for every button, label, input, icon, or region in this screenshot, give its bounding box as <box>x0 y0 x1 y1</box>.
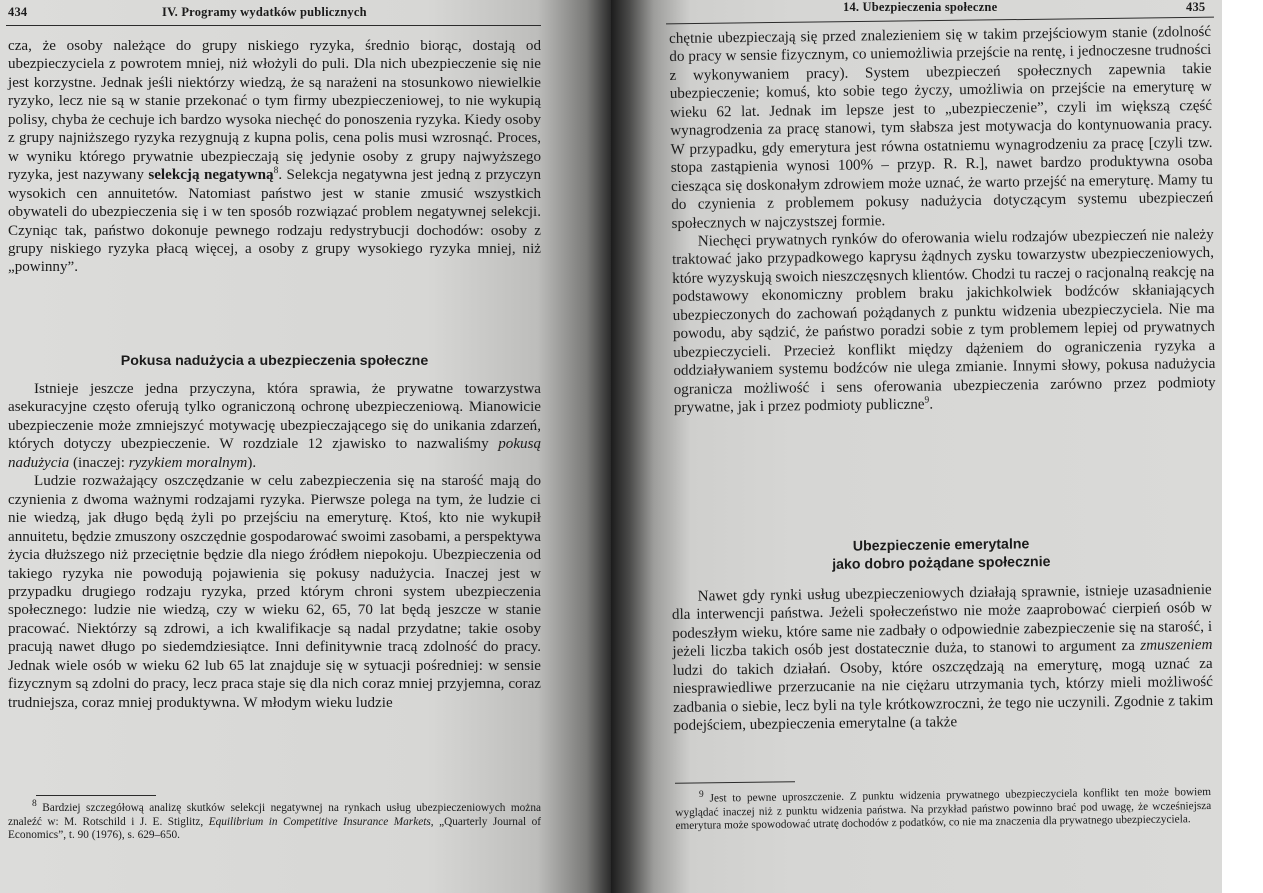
footnote-ref-8: 8 <box>273 166 279 177</box>
left-running-header: IV. Programy wydatków publicznych <box>162 5 367 19</box>
left-page-number: 434 <box>8 5 28 19</box>
left-footnote-rule <box>36 795 156 796</box>
right-paragraph-continued: chętnie ubezpieczają się przed znalezieniem się w takim przejściowym stanie (zdolność do pracy w sensie fizycznym, co uniemożliwia przejście na rentę, i jednoczesne trudności z wykonywaniem pracy). System ubezpieczeń społecznych zapewnia takie ubezpieczenie; komuś, kto sobie tego życzy, umożliwia on przejście na emeryturę w wieku 62 lat. Jednak im lepsze jest to „ubezpieczenie”, czyli im większą część wynagrodzenia za pracę stanowi, tym słabsza jest motywacja do kontynuowania pracy. W przypadku, gdy emerytura jest równa ostatniemu wynagrodzeniu za pracę [czyli tzw. stopa zastąpienia wynosi 100% – przyp. R. R.], nawet bardzo produktywna osoba ciesząca się doskonałym zdrowiem może uznać, że warto przejść na emeryturę. Mamy tu do czynienia z problemem pokusy nadużycia dotyczącym systemu ubezpieczeń społecznych w najczystszej formie. <box>669 23 1214 232</box>
right-body-top <box>669 23 1216 418</box>
right-footnote-rule <box>675 781 795 783</box>
left-footnote: $^8$ Bardziej szczegółową analizę skutków selekcji negatywnej na rynkach usług ubezpieczeniowych można znaleźć w: M. Rotschild i J. E. Stiglitz, Equilibrium in Competitive Insurance Markets, „Quarterly Journal of Economics”, t. 90 (1976), s. 629–650. <box>8 799 541 842</box>
footnote-ref-9: 9 <box>924 395 930 406</box>
left-header-rule <box>6 25 541 26</box>
left-paragraph-continued: cza, że osoby należące do grupy niskiego ryzyka, średnio biorąc, dostają od ubezpieczyciela z powrotem mniej, niż włożyli do puli. Dla nich ubezpieczenie się nie jest korzystne. Jednak jeśli niektórzy wiedzą, że są narażeni na stosunkowo niewielkie ryzyko, lecz nie są w stanie przekonać o tym firmy ubezpieczeniowej, to nie wykupią polisy, chyba że cechuje ich bardzo wysoka niechęć do ponoszenia ryzyka. Kiedy osoby z grupy najniższego ryzyka rezygnują z kupna polis, cena polis musi wzrosnąć. Proces, w wyniku którego prywatnie ubezpieczają się jedynie osoby z grupy najwyższego ryzyka, jest nazywany selekcją negatywną$^8$. Selekcja negatywna jest jedną z przyczyn wysokich cen annuitetów. Natomiast państwo jest w stanie zmusić wszystkich obywateli do ubezpieczenia się i w ten sposób rozwiązać problem negatywnej selekcji. Czyniąc tak, państwo dokonuje pewnego rodzaju redystrybucji dochodów: osoby z grupy niskiego ryzyka płacą więcej, a osoby z grupy wysokiego ryzyka mniej, niż „powinny”. <box>8 38 541 276</box>
right-paragraph-3: Nawet gdy rynki usług ubezpieczeniowych działają sprawnie, istnieje uzasadnienie dla interwencji państwa. Jeżeli społeczeństwo nie może zaaprobować cierpień osób w podeszłym wieku, które same nie zadbały o odpowiednie zabezpieczenie się na starość, i jeżeli liczba takich osób jest dostatecznie duża, to stanowi to argument za zmuszeniem ludzi do takich działań. Osoby, które oszczędzają na emeryturę, mogą uznać za niesprawiedliwe przerzucanie na nie ciężaru utrzymania tych, którzy mieli możliwość zadbania o siebie, lecz byli na tyle krótkowzroczni, że tego nie uczynili. Zgodnie z takim podejściem, ubezpieczenia emerytalne (a także <box>671 581 1214 735</box>
right-footnote: $^9$ Jest to pewne uproszczenie. Z punktu widzenia prywatnego ubezpieczyciela konflikt ten może bowiem wyglądać inaczej niż z punktu widzenia państwa. Na przykład państwo powinno brać pod uwagę, że wcześniejsza emerytura może spowodować utratę dochodów z podatków, co nie ma znaczenia dla prywatnego ubezpieczyciela. <box>675 785 1212 833</box>
right-page-number: 435 <box>1186 0 1206 14</box>
right-section <box>671 533 1214 736</box>
right-running-header: 14. Ubezpieczenia społeczne <box>843 0 998 14</box>
right-paragraph-2: Niechęci prywatnych rynków do oferowania wielu rodzajów ubezpieczeń nie należy traktować jako przypadkowego kaprysu żądnych zysku towarzystw ubezpieczeniowych, które wyzyskują swoich nieszczęsnych klientów. Chodzi tu raczej o racjonalną reakcję na podstawowy ekonomiczny problem braku jakichkolwiek bodźców skłaniających ubezpieczonych do zachowań pożądanych z punktu widzenia ubezpieczyciela. Nie ma powodu, aby sądzić, że państwo poradzi sobie z tym problemem lepiej od prywatnych ubezpieczycieli. Przecież konflikt między dążeniem do ograniczenia ryzyka a oddziaływaniem systemu bodźców nie ulega zmianie. Innymi słowy, pokusa nadużycia ogranicza możliwość i sens oferowania ubezpieczenia zarówno przez podmioty prywatne, jak i przez podmioty publiczne$^9$. <box>671 226 1216 417</box>
section-heading-retirement: Ubezpieczenie emerytalne <box>852 536 1030 555</box>
left-section <box>8 352 541 712</box>
section-heading-retirement-line2: jako dobro pożądane społecznie <box>832 554 1051 573</box>
scan-white-margin <box>1222 0 1263 893</box>
right-page <box>611 0 1222 893</box>
left-body-top <box>8 37 541 277</box>
left-paragraph-2: Istnieje jeszcze jedna przyczyna, która sprawia, że prywatne towarzystwa asekuracyjne często oferują tylko ograniczoną ochronę ubezpieczeniową. Mianowicie ubezpieczenie może zmniejszyć motywację ubezpieczającego się do unikania zdarzeń, których dotyczy ubezpieczenie. W rozdziale 12 zjawisko to nazwaliśmy pokusą nadużycia (inaczej: ryzykiem moralnym). <box>8 381 541 471</box>
section-heading-moral-hazard: Pokusa nadużycia a ubezpieczenia społeczne <box>120 353 429 369</box>
left-paragraph-3: Ludzie rozważający oszczędzanie w celu zabezpieczenia się na starość mają do czynienia z dwoma ważnymi rodzajami ryzyka. Pierwsze polega na tym, że ludzie ci nie wiedzą, jak długo będą żyli po przejściu na emeryturę. Ktoś, kto nie wykupił annuitetu, będzie zmuszony oszczędnie gospodarować swoimi zasobami, a perspektywa życia dłuższego niż przeciętnie będzie dla niego źródłem niepokoju. Ubezpieczenia od takiego ryzyka nie powodują pojawienia się pokusy nadużycia. Inaczej jest w przypadku drugiego rodzaju ryzyka, przed którym chroni system ubezpieczenia społecznego: ludzie nie wiedzą, czy w wieku 62, 65, 70 lat będą jeszcze w stanie pracować. Niektórzy są zdrowi, a ich kwalifikacje są nadal przydatne; takie osoby pracują nawet długo po siedemdziesiątce. Inni definitywnie tracą zdolność do pracy. Jednak wiele osób w wieku 62 lub 65 lat znajduje się w sytuacji pośredniej: w sensie fizycznym są zdolni do pracy, lecz praca staje się dla nich coraz mniej przyjemna, coraz trudniejsza, coraz mniej produktywna. W młodym wieku ludzie <box>8 473 541 711</box>
left-page <box>0 0 611 893</box>
